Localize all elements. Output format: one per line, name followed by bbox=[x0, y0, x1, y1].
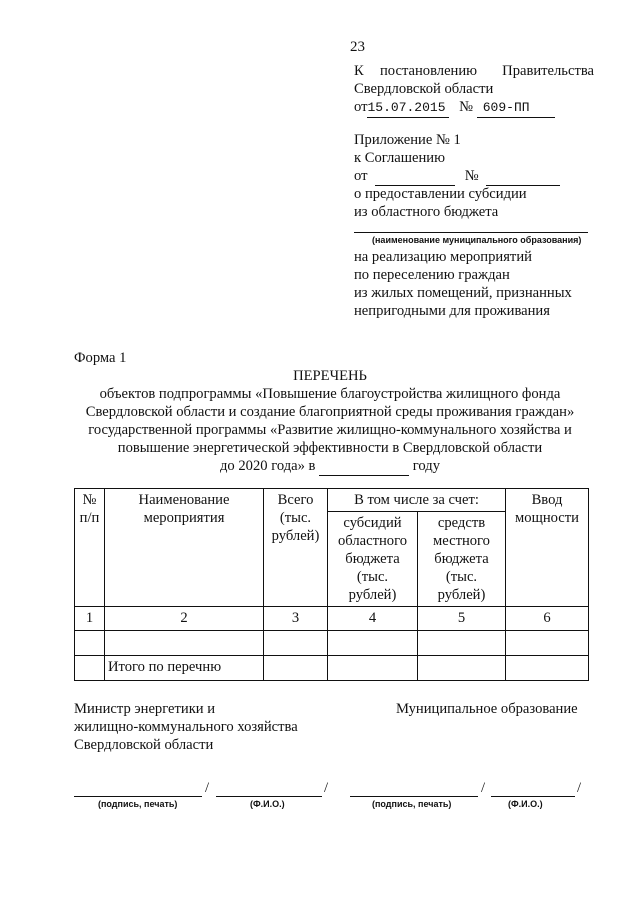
header-num-l2: п/п bbox=[79, 510, 100, 526]
heading-line2: Свердловской области и создание благоприятной среды проживания граждан» bbox=[85, 404, 575, 420]
header-local bbox=[418, 512, 506, 607]
minister-line2: жилищно-коммунального хозяйства bbox=[74, 719, 298, 735]
heading-line1: объектов подпрограммы «Повышение благоустройства жилищного фонда bbox=[99, 386, 561, 402]
total-cell bbox=[418, 656, 506, 681]
header-capacity-l1: Ввод bbox=[531, 492, 563, 508]
header-name-l2: мероприятия bbox=[143, 510, 225, 526]
empty-cell bbox=[105, 631, 264, 656]
empty-row bbox=[75, 631, 589, 656]
header-local-l2: местного bbox=[433, 533, 490, 549]
from-date-blank bbox=[375, 167, 455, 186]
municipality-slash-2: / bbox=[577, 780, 582, 796]
appendix-line6: на реализацию мероприятий bbox=[354, 249, 532, 265]
heading-line5 bbox=[40, 457, 620, 476]
minister-line1: Министр энергетики и bbox=[74, 701, 216, 717]
heading-line3: государственной программы «Развитие жилищно-коммунального хозяйства и bbox=[88, 422, 572, 438]
number-prefix: № bbox=[459, 99, 474, 115]
header-num bbox=[75, 489, 105, 607]
header-total-l2: (тыс. bbox=[279, 510, 312, 526]
resolution-date-line bbox=[354, 98, 555, 118]
municipality-fio-caption: (Ф.И.О.) bbox=[508, 799, 543, 809]
appendix-line2: к Соглашению bbox=[354, 150, 446, 166]
heading-title: ПЕРЕЧЕНЬ bbox=[293, 368, 367, 384]
empty-cell bbox=[506, 631, 589, 656]
num-cell-1: 1 bbox=[75, 607, 105, 631]
header-regional-l3: бюджета bbox=[345, 551, 400, 567]
num-cell-4: 4 bbox=[328, 607, 418, 631]
heading-line5-prefix: до 2020 года» в bbox=[220, 458, 316, 474]
appendix-line8: из жилых помещений, признанных bbox=[354, 285, 572, 301]
total-row bbox=[75, 656, 589, 681]
header-regional-l4: (тыс. bbox=[356, 569, 389, 585]
year-blank bbox=[319, 457, 409, 476]
total-label: Итого по перечню bbox=[105, 656, 264, 681]
empty-cell bbox=[75, 631, 105, 656]
objects-table bbox=[74, 488, 589, 681]
num-cell-5: 5 bbox=[418, 607, 506, 631]
total-num-cell bbox=[75, 656, 105, 681]
header-name bbox=[105, 489, 264, 607]
municipality-blank-line bbox=[354, 232, 588, 233]
minister-line3: Свердловской области bbox=[74, 737, 214, 753]
minister-slash-1: / bbox=[205, 780, 210, 796]
form-label: Форма 1 bbox=[74, 350, 127, 366]
resolution-date: 15.07.2015 bbox=[367, 99, 449, 118]
appendix-line7: по переселению граждан bbox=[354, 267, 510, 283]
empty-cell bbox=[328, 631, 418, 656]
header-local-l4: (тыс. bbox=[445, 569, 478, 585]
resolution-postanovleniyu: постановлению bbox=[380, 63, 478, 79]
resolution-k: К bbox=[354, 63, 364, 79]
municipality-sign-line bbox=[350, 796, 478, 797]
header-name-l1: Наименование bbox=[138, 492, 230, 508]
num-cell-3: 3 bbox=[264, 607, 328, 631]
numbering-row bbox=[75, 607, 589, 631]
header-regional-l1: субсидий bbox=[343, 515, 402, 531]
resolution-pravitelstva: Правительства bbox=[502, 63, 594, 79]
header-regional bbox=[328, 512, 418, 607]
municipality-slash-1: / bbox=[481, 780, 486, 796]
total-cell bbox=[506, 656, 589, 681]
header-total bbox=[264, 489, 328, 607]
header-num-l1: № bbox=[82, 492, 97, 508]
resolution-line2: Свердловской области bbox=[354, 81, 494, 97]
empty-cell bbox=[418, 631, 506, 656]
num-cell-2: 2 bbox=[105, 607, 264, 631]
from-label: от bbox=[354, 168, 368, 184]
header-regional-l2: областного bbox=[338, 533, 407, 549]
appendix-title: Приложение № 1 bbox=[354, 132, 461, 148]
appendix-line4: о предоставлении субсидии bbox=[354, 186, 527, 202]
header-local-l5: рублей) bbox=[437, 587, 486, 603]
minister-sign-line bbox=[74, 796, 202, 797]
total-cell bbox=[264, 656, 328, 681]
page-number: 23 bbox=[350, 39, 365, 55]
header-capacity bbox=[506, 489, 589, 607]
heading-line4: повышение энергетической эффективности в Свердловской области bbox=[117, 440, 543, 456]
municipality-fio-line bbox=[491, 796, 575, 797]
minister-fio-line bbox=[216, 796, 322, 797]
appendix-from-line bbox=[354, 167, 560, 186]
header-total-l3: рублей) bbox=[271, 528, 320, 544]
header-local-l1: средств bbox=[437, 515, 486, 531]
header-regional-l5: рублей) bbox=[348, 587, 397, 603]
municipality-caption: (наименование муниципального образования) bbox=[372, 235, 582, 245]
appendix-number-blank bbox=[486, 167, 560, 186]
minister-slash-2: / bbox=[324, 780, 329, 796]
resolution-number: 609-ПП bbox=[477, 99, 555, 118]
date-prefix: от bbox=[354, 99, 368, 115]
minister-fio-caption: (Ф.И.О.) bbox=[250, 799, 285, 809]
appendix-line5: из областного бюджета bbox=[354, 204, 499, 220]
total-cell bbox=[328, 656, 418, 681]
header-capacity-l2: мощности bbox=[515, 510, 579, 526]
header-local-l3: бюджета bbox=[434, 551, 489, 567]
header-including: В том числе за счет: bbox=[328, 489, 506, 512]
municipality-label: Муниципальное образование bbox=[396, 701, 578, 717]
appendix-line9: непригодными для проживания bbox=[354, 303, 550, 319]
header-total-l1: Всего bbox=[277, 492, 314, 508]
heading-line5-suffix: году bbox=[412, 458, 440, 474]
appendix-number-label: № bbox=[464, 168, 479, 184]
municipality-sign-caption: (подпись, печать) bbox=[372, 799, 452, 809]
num-cell-6: 6 bbox=[506, 607, 589, 631]
minister-sign-caption: (подпись, печать) bbox=[98, 799, 178, 809]
empty-cell bbox=[264, 631, 328, 656]
